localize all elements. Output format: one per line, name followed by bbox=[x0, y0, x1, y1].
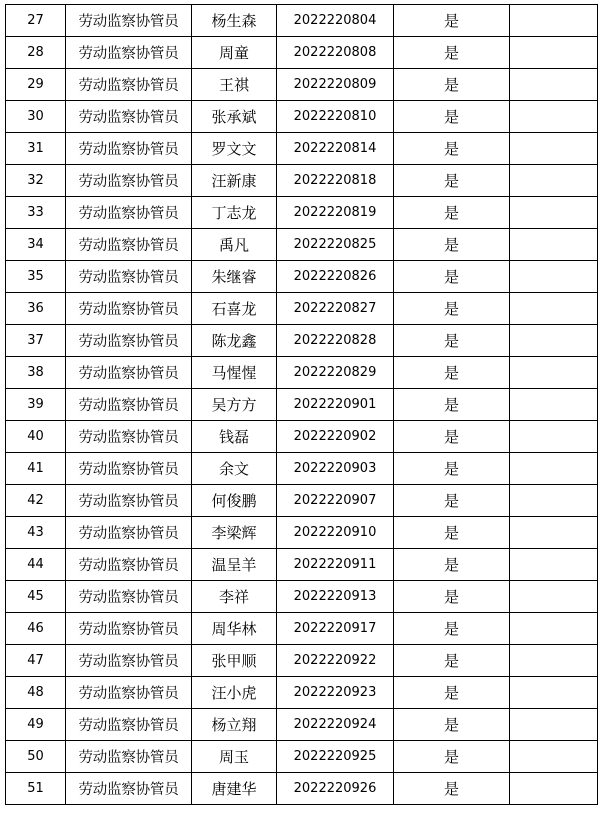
table-row bbox=[6, 485, 598, 517]
remark-cell bbox=[510, 709, 598, 741]
exam-number: 2022220917 bbox=[277, 613, 394, 645]
remark-cell bbox=[510, 517, 598, 549]
table-row bbox=[6, 133, 598, 165]
table-row bbox=[6, 261, 598, 293]
exam-number: 2022220818 bbox=[277, 165, 394, 197]
qualified-flag: 是 bbox=[394, 645, 510, 677]
position-cell: 劳动监察协管员 bbox=[66, 293, 192, 325]
table-row bbox=[6, 613, 598, 645]
position-cell: 劳动监察协管员 bbox=[66, 773, 192, 805]
qualified-flag: 是 bbox=[394, 677, 510, 709]
exam-number: 2022220926 bbox=[277, 773, 394, 805]
candidate-name: 唐建华 bbox=[192, 773, 277, 805]
table-row bbox=[6, 645, 598, 677]
qualified-flag: 是 bbox=[394, 133, 510, 165]
exam-number: 2022220829 bbox=[277, 357, 394, 389]
row-number: 36 bbox=[6, 293, 66, 325]
row-number: 32 bbox=[6, 165, 66, 197]
candidate-name: 吴方方 bbox=[192, 389, 277, 421]
row-number: 39 bbox=[6, 389, 66, 421]
table-row bbox=[6, 69, 598, 101]
exam-number: 2022220913 bbox=[277, 581, 394, 613]
remark-cell bbox=[510, 165, 598, 197]
row-number: 28 bbox=[6, 37, 66, 69]
exam-number: 2022220825 bbox=[277, 229, 394, 261]
position-cell: 劳动监察协管员 bbox=[66, 613, 192, 645]
exam-number: 2022220907 bbox=[277, 485, 394, 517]
row-number: 44 bbox=[6, 549, 66, 581]
row-number: 30 bbox=[6, 101, 66, 133]
qualified-flag: 是 bbox=[394, 517, 510, 549]
table-row bbox=[6, 421, 598, 453]
exam-number: 2022220925 bbox=[277, 741, 394, 773]
table-row bbox=[6, 357, 598, 389]
table-row bbox=[6, 197, 598, 229]
row-number: 37 bbox=[6, 325, 66, 357]
position-cell: 劳动监察协管员 bbox=[66, 197, 192, 229]
qualified-flag: 是 bbox=[394, 485, 510, 517]
position-cell: 劳动监察协管员 bbox=[66, 229, 192, 261]
exam-number: 2022220911 bbox=[277, 549, 394, 581]
position-cell: 劳动监察协管员 bbox=[66, 133, 192, 165]
candidate-name: 温呈羊 bbox=[192, 549, 277, 581]
candidate-name: 石喜龙 bbox=[192, 293, 277, 325]
qualified-flag: 是 bbox=[394, 421, 510, 453]
table-row bbox=[6, 517, 598, 549]
position-cell: 劳动监察协管员 bbox=[66, 5, 192, 37]
position-cell: 劳动监察协管员 bbox=[66, 741, 192, 773]
remark-cell bbox=[510, 133, 598, 165]
row-number: 33 bbox=[6, 197, 66, 229]
remark-cell bbox=[510, 453, 598, 485]
position-cell: 劳动监察协管员 bbox=[66, 261, 192, 293]
position-cell: 劳动监察协管员 bbox=[66, 325, 192, 357]
remark-cell bbox=[510, 485, 598, 517]
qualified-flag: 是 bbox=[394, 709, 510, 741]
exam-number: 2022220808 bbox=[277, 37, 394, 69]
remark-cell bbox=[510, 293, 598, 325]
qualified-flag: 是 bbox=[394, 741, 510, 773]
candidate-name: 丁志龙 bbox=[192, 197, 277, 229]
remark-cell bbox=[510, 613, 598, 645]
qualified-flag: 是 bbox=[394, 197, 510, 229]
candidate-table bbox=[5, 4, 598, 805]
exam-number: 2022220901 bbox=[277, 389, 394, 421]
exam-number: 2022220903 bbox=[277, 453, 394, 485]
qualified-flag: 是 bbox=[394, 325, 510, 357]
position-cell: 劳动监察协管员 bbox=[66, 69, 192, 101]
row-number: 27 bbox=[6, 5, 66, 37]
position-cell: 劳动监察协管员 bbox=[66, 37, 192, 69]
row-number: 31 bbox=[6, 133, 66, 165]
candidate-name: 周童 bbox=[192, 37, 277, 69]
exam-number: 2022220809 bbox=[277, 69, 394, 101]
row-number: 43 bbox=[6, 517, 66, 549]
position-cell: 劳动监察协管员 bbox=[66, 645, 192, 677]
row-number: 50 bbox=[6, 741, 66, 773]
exam-number: 2022220910 bbox=[277, 517, 394, 549]
qualified-flag: 是 bbox=[394, 37, 510, 69]
candidate-name: 张甲顺 bbox=[192, 645, 277, 677]
candidate-name: 禹凡 bbox=[192, 229, 277, 261]
remark-cell bbox=[510, 101, 598, 133]
candidate-name: 周华林 bbox=[192, 613, 277, 645]
candidate-name: 李祥 bbox=[192, 581, 277, 613]
candidate-name: 汪小虎 bbox=[192, 677, 277, 709]
row-number: 38 bbox=[6, 357, 66, 389]
table-row bbox=[6, 5, 598, 37]
candidate-name: 汪新康 bbox=[192, 165, 277, 197]
table-row bbox=[6, 325, 598, 357]
row-number: 45 bbox=[6, 581, 66, 613]
exam-number: 2022220924 bbox=[277, 709, 394, 741]
remark-cell bbox=[510, 5, 598, 37]
row-number: 48 bbox=[6, 677, 66, 709]
row-number: 35 bbox=[6, 261, 66, 293]
candidate-name: 罗文文 bbox=[192, 133, 277, 165]
position-cell: 劳动监察协管员 bbox=[66, 421, 192, 453]
table-row bbox=[6, 229, 598, 261]
exam-number: 2022220819 bbox=[277, 197, 394, 229]
position-cell: 劳动监察协管员 bbox=[66, 101, 192, 133]
qualified-flag: 是 bbox=[394, 453, 510, 485]
position-cell: 劳动监察协管员 bbox=[66, 357, 192, 389]
remark-cell bbox=[510, 357, 598, 389]
remark-cell bbox=[510, 549, 598, 581]
remark-cell bbox=[510, 389, 598, 421]
candidate-name: 杨立翔 bbox=[192, 709, 277, 741]
position-cell: 劳动监察协管员 bbox=[66, 517, 192, 549]
exam-number: 2022220827 bbox=[277, 293, 394, 325]
remark-cell bbox=[510, 741, 598, 773]
qualified-flag: 是 bbox=[394, 581, 510, 613]
qualified-flag: 是 bbox=[394, 549, 510, 581]
remark-cell bbox=[510, 677, 598, 709]
table-row bbox=[6, 581, 598, 613]
candidate-name: 周玉 bbox=[192, 741, 277, 773]
table-row bbox=[6, 101, 598, 133]
qualified-flag: 是 bbox=[394, 165, 510, 197]
row-number: 40 bbox=[6, 421, 66, 453]
position-cell: 劳动监察协管员 bbox=[66, 677, 192, 709]
position-cell: 劳动监察协管员 bbox=[66, 581, 192, 613]
row-number: 42 bbox=[6, 485, 66, 517]
qualified-flag: 是 bbox=[394, 613, 510, 645]
remark-cell bbox=[510, 421, 598, 453]
row-number: 29 bbox=[6, 69, 66, 101]
table-row bbox=[6, 773, 598, 805]
remark-cell bbox=[510, 37, 598, 69]
exam-number: 2022220826 bbox=[277, 261, 394, 293]
qualified-flag: 是 bbox=[394, 101, 510, 133]
row-number: 47 bbox=[6, 645, 66, 677]
candidate-name: 杨生森 bbox=[192, 5, 277, 37]
candidate-name: 朱继睿 bbox=[192, 261, 277, 293]
qualified-flag: 是 bbox=[394, 293, 510, 325]
remark-cell bbox=[510, 581, 598, 613]
position-cell: 劳动监察协管员 bbox=[66, 709, 192, 741]
row-number: 51 bbox=[6, 773, 66, 805]
exam-number: 2022220902 bbox=[277, 421, 394, 453]
qualified-flag: 是 bbox=[394, 69, 510, 101]
position-cell: 劳动监察协管员 bbox=[66, 485, 192, 517]
exam-number: 2022220810 bbox=[277, 101, 394, 133]
table-row bbox=[6, 549, 598, 581]
exam-number: 2022220828 bbox=[277, 325, 394, 357]
candidate-name: 马惺惺 bbox=[192, 357, 277, 389]
candidate-name: 张承斌 bbox=[192, 101, 277, 133]
qualified-flag: 是 bbox=[394, 229, 510, 261]
candidate-name: 李梁辉 bbox=[192, 517, 277, 549]
qualified-flag: 是 bbox=[394, 261, 510, 293]
remark-cell bbox=[510, 261, 598, 293]
candidate-name: 余文 bbox=[192, 453, 277, 485]
position-cell: 劳动监察协管员 bbox=[66, 389, 192, 421]
row-number: 49 bbox=[6, 709, 66, 741]
exam-number: 2022220814 bbox=[277, 133, 394, 165]
exam-number: 2022220804 bbox=[277, 5, 394, 37]
table-row bbox=[6, 741, 598, 773]
candidate-name: 王祺 bbox=[192, 69, 277, 101]
remark-cell bbox=[510, 325, 598, 357]
exam-number: 2022220922 bbox=[277, 645, 394, 677]
remark-cell bbox=[510, 645, 598, 677]
candidate-name: 钱磊 bbox=[192, 421, 277, 453]
candidate-name: 陈龙鑫 bbox=[192, 325, 277, 357]
position-cell: 劳动监察协管员 bbox=[66, 453, 192, 485]
row-number: 46 bbox=[6, 613, 66, 645]
remark-cell bbox=[510, 69, 598, 101]
position-cell: 劳动监察协管员 bbox=[66, 165, 192, 197]
table-row bbox=[6, 677, 598, 709]
qualified-flag: 是 bbox=[394, 389, 510, 421]
table-row bbox=[6, 37, 598, 69]
table-body bbox=[6, 5, 598, 805]
remark-cell bbox=[510, 197, 598, 229]
exam-number: 2022220923 bbox=[277, 677, 394, 709]
table-row bbox=[6, 453, 598, 485]
table-row bbox=[6, 389, 598, 421]
row-number: 34 bbox=[6, 229, 66, 261]
table-row bbox=[6, 293, 598, 325]
row-number: 41 bbox=[6, 453, 66, 485]
qualified-flag: 是 bbox=[394, 5, 510, 37]
table-row bbox=[6, 709, 598, 741]
remark-cell bbox=[510, 229, 598, 261]
qualified-flag: 是 bbox=[394, 357, 510, 389]
position-cell: 劳动监察协管员 bbox=[66, 549, 192, 581]
candidate-name: 何俊鹏 bbox=[192, 485, 277, 517]
table-row bbox=[6, 165, 598, 197]
remark-cell bbox=[510, 773, 598, 805]
qualified-flag: 是 bbox=[394, 773, 510, 805]
